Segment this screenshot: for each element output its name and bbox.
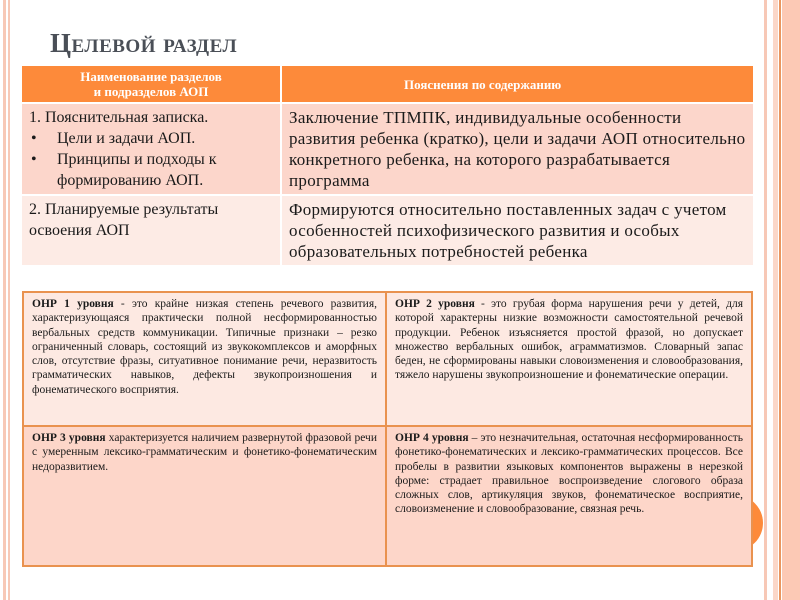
decorative-stripe-right [773, 0, 778, 600]
onr-level-1-card [24, 293, 387, 427]
onr-level-description: - это грубая форма нарушения речи у детей, для которой характерны низкие возможности самостоятельной речевой продукции. Ребенок изъясняется простой фразой, но допускает множество вербальных ошибок, аграмматизмов. Словарный запас беден, не сформированы навыки словоизменения и словообразования, тяжело нарушены звукопроизношение и фонематические операции. [395, 298, 743, 382]
slide-title: Целевой раздел [50, 28, 238, 58]
onr-level-label: ОНР 3 уровня [32, 432, 106, 444]
decorative-stripe-left [8, 0, 10, 600]
onr-level-4-card [387, 427, 751, 565]
onr-level-description: характеризуется наличием развернутой фразовой речи с умеренным лексико-грамматическим и фонетико-фонематическим недоразвитием. [32, 432, 377, 473]
onr-level-2-card [387, 293, 751, 427]
bullet-text: Цели и задачи АОП. [57, 130, 196, 147]
explanation-cell: Заключение ТПМПК, индивидуальные особенности развития ребенка (кратко), цели и задачи АОП относительно конкретного ребенка, на которого разрабатывается программа [282, 104, 753, 196]
onr-level-label: ОНР 1 уровня [32, 298, 114, 310]
section-cell: 2. Планируемые результаты освоения АОП [22, 196, 282, 265]
decorative-stripe-right [764, 0, 767, 600]
bullet-text: Принципы и подходы к формированию АОП. [57, 151, 217, 189]
table-row [22, 104, 753, 196]
aop-sections-table [22, 66, 753, 265]
onr-level-description: - это крайне низкая степень речевого развития, характеризующаяся практически полной несформированностью вербальных средств коммуникации. Типичные признаки – резко ограниченный словарь, состоящий из звукокомплексов и аморфных слов, отсутствие фразы, ситуативное понимание речи, неразвитость грамматических навыков, дефекты звукопроизношения и фонематического восприятия. [32, 298, 377, 396]
header-section-names [22, 66, 282, 104]
onr-level-description: – это незначительная, остаточная несформированность фонетико-фонематических и лексико-грамматических процессов. Все пробелы в развитии языковых компонентов выражены в нерезкой форме: страдает правильное воспроизведение слогового образа сложных слов, артикуляция звуков, фонематическое восприятие, словоизменение и словообразование, связная речь. [395, 432, 743, 516]
section-title: 1. Пояснительная записка. [29, 109, 209, 126]
bullet-item [29, 128, 273, 149]
header-line: и подразделов АОП [93, 84, 209, 99]
bullet-item [29, 149, 273, 191]
section-cell [22, 104, 282, 196]
header-line: Наименование разделов [80, 69, 222, 84]
explanation-cell: Формируются относительно поставленных задач с учетом особенностей психофизического развития и особых образовательных потребностей ребенка [282, 196, 753, 265]
bullet-icon: • [31, 151, 37, 168]
decorative-stripe-left [3, 0, 6, 600]
onr-level-3-card [24, 427, 387, 565]
table-row [22, 196, 753, 265]
onr-level-label: ОНР 4 уровня [395, 432, 469, 444]
header-explanations: Пояснения по содержанию [282, 66, 753, 104]
bullet-icon: • [31, 130, 37, 147]
decorative-stripe-right [779, 0, 781, 600]
decorative-stripe-right [782, 0, 800, 600]
onr-level-label: ОНР 2 уровня [395, 298, 475, 310]
onr-levels-grid [22, 291, 753, 567]
